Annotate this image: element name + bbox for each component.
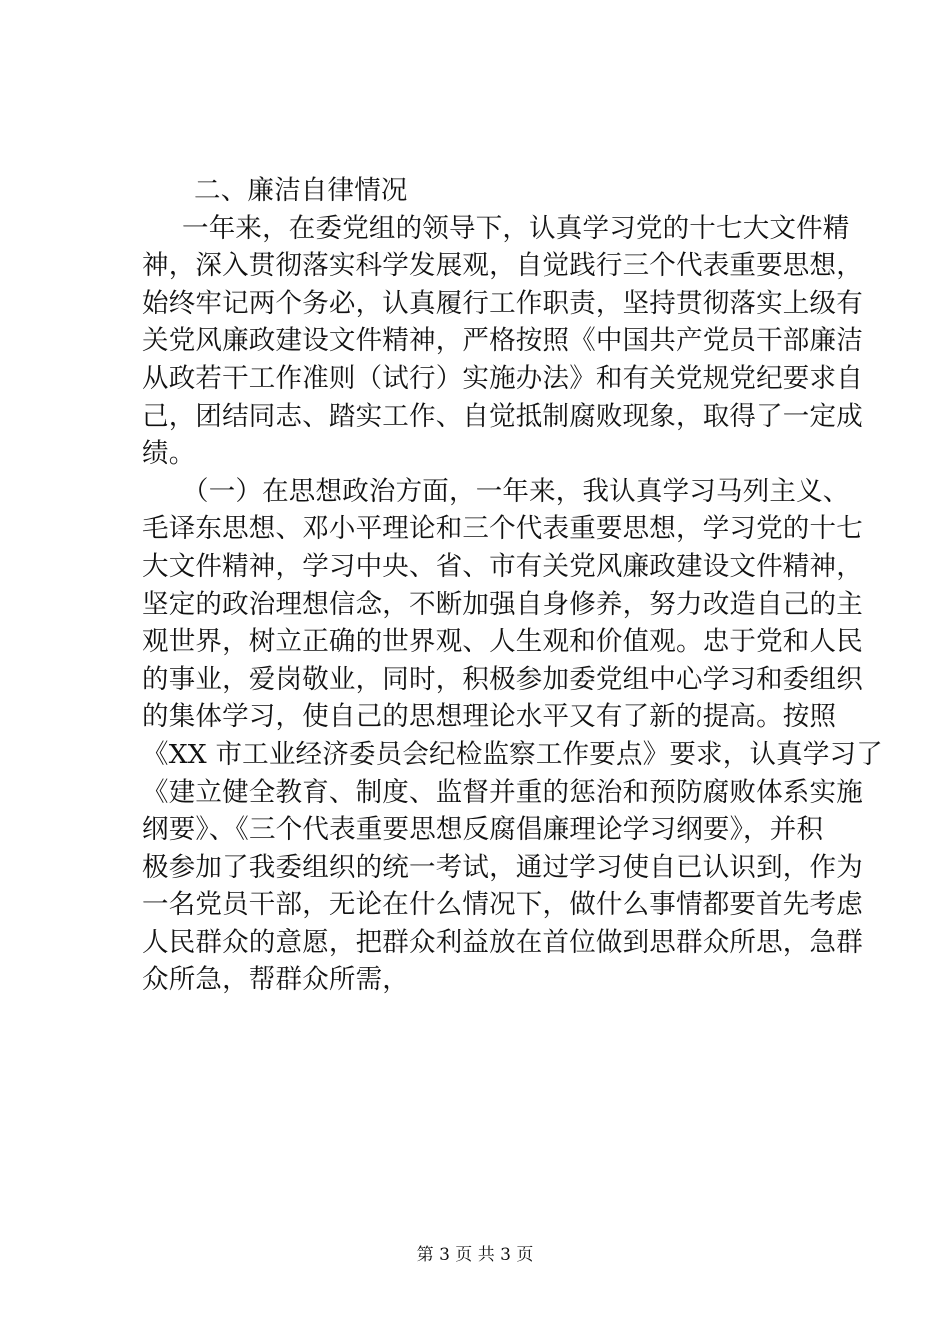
page-footer: 第 3 页 共 3 页 [416,1245,534,1265]
paragraph-2-line: 《建立健全教育、制度、监督并重的惩治和预防腐败体系实施 [142,776,863,808]
paragraph-2-line: 坚定的政治理想信念，不断加强自身修养，努力改造自己的主 [142,588,863,620]
paragraph-1-line: 从政若干工作准则（试行）实施办法》和有关党规党纪要求自 [142,362,863,394]
paragraph-2-line: 众所急，帮群众所需， [142,964,409,996]
section-heading: 二、廉洁自律情况 [194,175,408,206]
paragraph-1-line: 绩。 [142,438,196,470]
paragraph-2-line: 观世界，树立正确的世界观、人生观和价值观。忠于党和人民 [142,626,863,658]
paragraph-1-line: 己，团结同志、踏实工作、自觉抵制腐败现象，取得了一定成 [142,400,863,432]
paragraph-2-line: 人民群众的意愿，把群众利益放在首位做到思群众所思，急群 [142,926,863,958]
paragraph-2-line: 毛译东思想、邓小平理论和三个代表重要思想，学习党的十七 [142,513,863,545]
paragraph-1-line: 关党风廉政建设文件精神，严格按照《中国共产党员干部廉洁 [142,325,863,357]
paragraph-2-line: 纲要》、《三个代表重要思想反腐倡廉理论学习纲要》，并积 [142,814,824,846]
document-body [142,172,883,999]
paragraph-1-line: 一年来，在委党组的领导下，认真学习党的十七大文件精 [182,212,850,244]
paragraph-1-line: 神，深入贯彻落实科学发展观，自觉践行三个代表重要思想， [142,250,863,282]
paragraph-2-line: 的集体学习，使自己的思想理论水平又有了新的提高。按照 [142,701,837,733]
paragraph-2-line: 《XX 市工业经济委员会纪检监察工作要点》要求，认真学习了 [142,738,883,770]
paragraph-2-line: （一）在思想政治方面，一年来，我认真学习马列主义、 [182,475,850,507]
paragraph-2-line: 的事业，爱岗敬业，同时，积极参加委党组中心学习和委组织 [142,663,863,695]
paragraph-2 [142,473,883,999]
paragraph-2-line: 一名党员干部，无论在什么情况下，做什么事情都要首先考虑 [142,889,863,921]
paragraph-2-line: 极参加了我委组织的统一考试，通过学习使自已认识到，作为 [142,851,863,883]
paragraph-1 [142,210,863,473]
paragraph-2-line: 大文件精神，学习中央、省、市有关党风廉政建设文件精神， [142,550,863,582]
paragraph-1-line: 始终牢记两个务必，认真履行工作职责，坚持贯彻落实上级有 [142,287,863,319]
